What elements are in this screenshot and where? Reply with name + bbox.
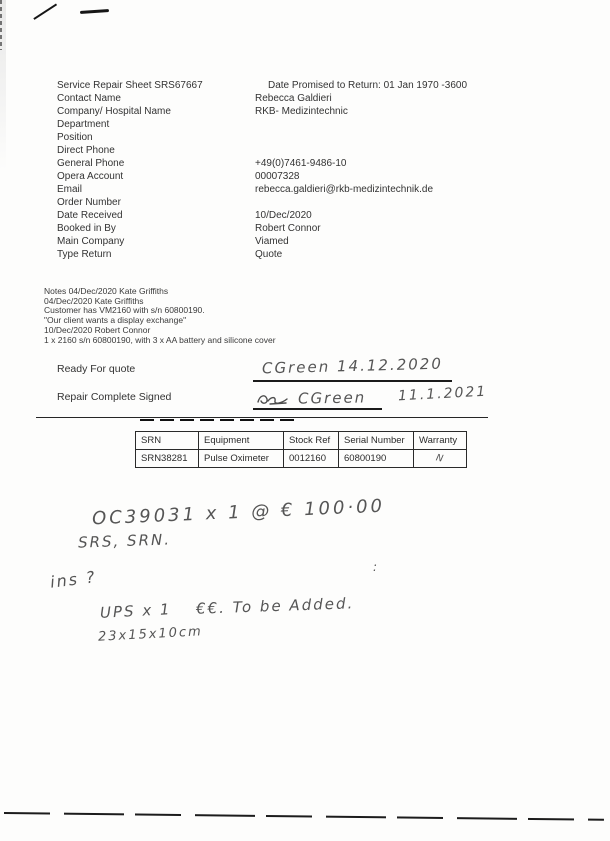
handwriting-dimensions: 23x15x10cm (97, 624, 204, 645)
header-equipment: Equipment (199, 432, 284, 450)
notes-line: 04/Dec/2020 Kate Griffiths (44, 295, 144, 306)
ready-for-quote-handwriting: CGreen 14.12.2020 (261, 354, 444, 378)
field-label: Company/ Hospital Name (57, 106, 171, 117)
scan-artifact-dash (80, 9, 109, 14)
handwriting-colon-mark: : (373, 560, 378, 574)
field-value: Rebecca Galdieri (255, 93, 332, 104)
form-row-email (57, 183, 557, 196)
date-promised-label: Date Promised to Return: 01 Jan 1970 -3600 (268, 80, 468, 91)
header-stock-ref: Stock Ref (284, 432, 339, 450)
cell-stock-ref: 0012160 (284, 450, 339, 468)
cell-warranty (414, 450, 467, 468)
form-row-main-company (57, 235, 557, 248)
form-row-department (57, 118, 557, 131)
header-serial-number: Serial Number (339, 432, 414, 450)
form-row-order-number (57, 196, 557, 209)
scan-smudge-left (0, 0, 6, 170)
handwriting-price-line: OC39031 x 1 @ € 100·00 (91, 495, 386, 530)
field-value (255, 131, 557, 144)
signature-scribble (256, 392, 290, 408)
field-value (255, 144, 557, 157)
handwriting-ups-line: UPS x 1 (99, 600, 172, 622)
scan-artifact-slash (33, 3, 57, 20)
field-label: Direct Phone (57, 145, 115, 156)
ready-for-quote-label: Ready For quote (57, 363, 136, 375)
repair-complete-handwriting: CGreen (297, 388, 367, 408)
field-value: Robert Connor (255, 223, 321, 234)
form-row-direct-phone (57, 144, 557, 157)
field-value: +49(0)7461-9486-10 (255, 158, 347, 169)
field-label: Email (57, 184, 83, 195)
field-label: Contact Name (57, 93, 121, 104)
form-row-date-received (57, 209, 557, 222)
field-label: Order Number (57, 197, 121, 208)
field-value: Viamed (255, 236, 289, 247)
field-label: Type Return (57, 249, 112, 260)
section-divider-dashes (140, 419, 295, 421)
notes-line: 10/Dec/2020 Robert Connor (44, 324, 151, 335)
field-value: 00007328 (255, 171, 300, 182)
field-label: Booked in By (57, 223, 116, 234)
field-label: Position (57, 132, 93, 143)
repair-complete-line (253, 408, 382, 410)
form-row-booked-in-by (57, 222, 557, 235)
field-value: RKB- Medizintechnic (255, 106, 348, 117)
warranty-handwritten-mark: N (435, 452, 445, 465)
handwriting-ins-query: ins ? (49, 567, 98, 592)
header-srn: SRN (136, 432, 199, 450)
scan-artifact-bottom-edge (4, 812, 604, 821)
equipment-table-header-row (136, 432, 467, 450)
repair-complete-label: Repair Complete Signed (57, 391, 172, 403)
equipment-table-data-row (136, 450, 467, 468)
field-value (255, 196, 557, 209)
form-row-general-phone (57, 157, 557, 170)
notes-line: "Our client wants a display exchange" (44, 315, 187, 326)
form-row-type-return (57, 248, 557, 261)
sheet-title: Service Repair Sheet SRS67667 (57, 80, 203, 91)
field-value: Quote (255, 249, 283, 260)
form-row-position (57, 131, 557, 144)
field-label: Date Received (57, 210, 123, 221)
field-value: rebecca.galdieri@rkb-medizintechnik.de (255, 184, 434, 195)
cell-equipment: Pulse Oximeter (199, 450, 284, 468)
cell-srn: SRN38281 (136, 450, 199, 468)
form-row-title (57, 79, 557, 92)
field-label: Main Company (57, 236, 125, 247)
notes-line: Customer has VM2160 with s/n 60800190. (44, 305, 205, 316)
form-row-opera-account (57, 170, 557, 183)
header-warranty: Warranty (414, 432, 467, 450)
field-label: General Phone (57, 158, 125, 169)
equipment-table (135, 431, 467, 468)
ready-for-quote-line (253, 380, 452, 382)
field-value: 10/Dec/2020 (255, 210, 312, 221)
field-label: Opera Account (57, 171, 124, 182)
notes-line: Notes 04/Dec/2020 Kate Griffiths (44, 286, 169, 296)
form-block (57, 79, 557, 261)
handwriting-to-be-added: €€. To be Added. (195, 594, 355, 618)
form-row-company (57, 105, 557, 118)
form-row-contact-name (57, 92, 557, 105)
field-value (255, 118, 557, 131)
notes-block (44, 287, 464, 345)
cell-serial-number: 60800190 (339, 450, 414, 468)
repair-complete-date: 11.1.2021 (397, 383, 488, 405)
handwriting-srs-srn: SRS, SRN. (77, 530, 172, 552)
field-label: Department (57, 119, 110, 130)
notes-line: 1 x 2160 s/n 60800190, with 3 x AA battery and silicone cover (44, 334, 276, 345)
